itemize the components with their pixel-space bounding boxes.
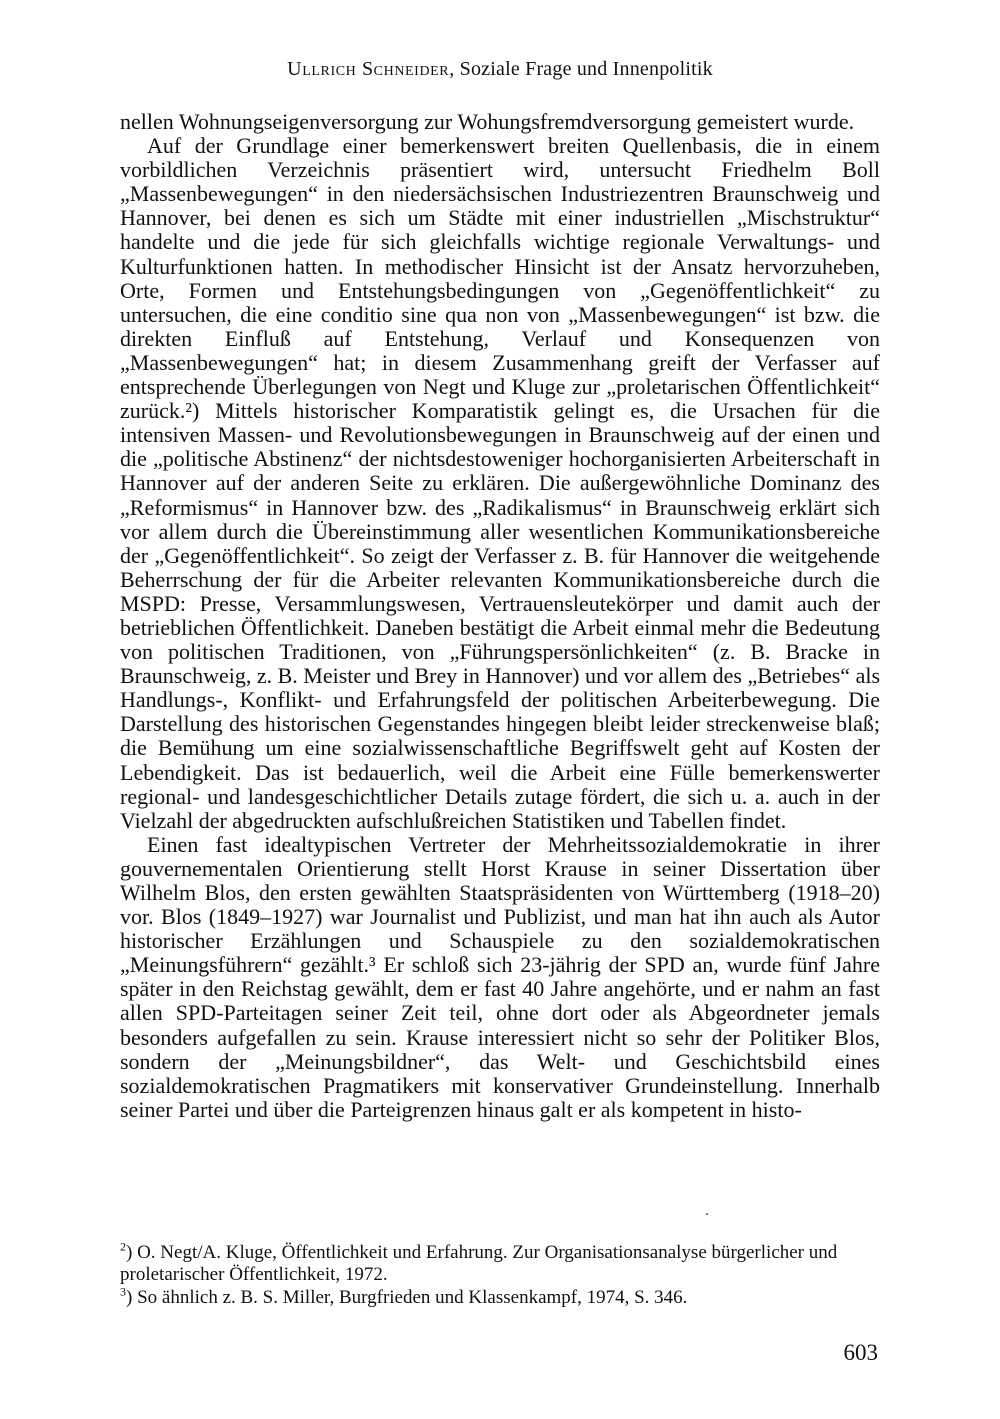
footnote-separator-dot <box>706 1213 708 1215</box>
paragraph-continued: nellen Wohnungseigenversorgung zur Wohungsfremdversorgung gemeistert wurde. <box>120 109 855 134</box>
footnote-3-text: ) So ähnlich z. B. S. Miller, Burgfrieden und Klassenkampf, 1974, S. 346. <box>126 1287 688 1308</box>
footnote-2 <box>120 1239 880 1285</box>
footnotes <box>120 1239 880 1311</box>
header-title: Soziale Frage und Innenpolitik <box>459 58 713 80</box>
paragraph-boll-review: Auf der Grundlage einer bemerkenswert breiten Quellenbasis, die in einem vorbildlichen Verzeichnis präsentiert wird, untersucht Friedhelm Boll „Massenbewegungen“ in den niedersächsischen Industriezentren Braunschweig und Hannover, bei denen es sich um Städte mit einer industriellen „Mischstruktur“ handelte und die jede für sich gleichfalls wichtige regionale Verwaltungs- und Kulturfunktionen hatten. In methodischer Hinsicht ist der Ansatz hervorzuheben, Orte, Formen und Entstehungsbedingungen von „Gegenöffentlichkeit“ zu untersuchen, die eine conditio sine qua non von „Massenbewegungen“ ist bzw. die direkten Einfluß auf Entstehung, Verlauf und Konsequenzen von „Massenbewegungen“ hat; in diesem Zusammenhang greift der Verfasser auf entsprechende Überlegungen von Negt und Kluge zur „proletarischen Öffentlichkeit“ zurück.²) Mittels historischer Komparatistik gelingt es, die Ursachen für die intensiven Massen- und Revolutionsbewegungen in Braunschweig auf der einen und die „politische Abstinenz“ der nichtsdestoweniger hochorganisierten Arbeiterschaft in Hannover auf der anderen Seite zu erklären. Die außergewöhnliche Dominanz des „Reformismus“ in Hannover bzw. des „Radikalismus“ in Braunschweig erklärt sich vor allem durch die Übereinstimmung aller wesentlichen Kommunikationsbereiche der „Gegenöffentlichkeit“. So zeigt der Verfasser z. B. für Hannover die weitgehende Beherrschung der für die Arbeiter relevanten Kommunikationsbereiche durch die MSPD: Presse, Versammlungswesen, Vertrauensleutekörper und damit auch der betrieblichen Öffentlichkeit. Daneben bestätigt die Arbeit einmal mehr die Bedeutung von politischen Traditionen, von „Führungspersönlichkeiten“ (z. B. Bracke in Braunschweig, z. B. Meister und Brey in Hannover) und vor allem des „Betriebes“ als Handlungs-, Konflikt- und Erfahrungsfeld der politischen Arbeiterbewegung. Die Darstellung des historischen Gegenstandes hingegen bleibt leider streckenweise blaß; die Bemühung um eine sozialwissenschaftliche Begriffswelt geht auf Kosten der Lebendigkeit. Das ist bedauerlich, weil die Arbeit eine Fülle bemerkenswerter regional- und landesgeschichtlicher Details zutage fördert, die sich u. a. auch in der Vielzahl der abgedruckten aufschlußreichen Statistiken und Tabellen findet. <box>120 133 881 833</box>
footnote-3-mark: 3 <box>120 1284 126 1299</box>
footnote-2-text: ) O. Negt/A. Kluge, Öffentlichkeit und Erfahrung. Zur Organisationsanalyse bürgerlicher und proletarischer Öffentlichkeit, 1972. <box>120 1242 838 1285</box>
page-number: 603 <box>843 1340 878 1365</box>
header-author: Ullrich Schneider <box>287 58 450 80</box>
header-separator: , <box>449 58 460 80</box>
main-text <box>120 110 880 1122</box>
running-header <box>0 57 1000 81</box>
footnote-3 <box>120 1284 880 1309</box>
paragraph-krause-review: Einen fast idealtypischen Vertreter der Mehrheitssozialdemokratie in ihrer gouvernementalen Orientierung stellt Horst Krause in seiner Dissertation über Wilhelm Blos, den ersten gewählten Staatspräsidenten von Württemberg (1918–20) vor. Blos (1849–1927) war Journalist und Publizist, und man hat ihn auch als Autor historischer Erzählungen und Schauspiele zu den sozialdemokratischen „Meinungsführern“ gezählt.³ Er schloß sich 23-jährig der SPD an, wurde fünf Jahre später in den Reichstag gewählt, dem er fast 40 Jahre angehörte, und er nahm an fast allen SPD-Parteitagen seiner Zeit teil, ohne dort oder als Abgeordneter jemals besonders aufgefallen zu sein. Krause interessiert nicht so sehr der Politiker Blos, sondern der „Meinungsbildner“, das Welt- und Geschichtsbild eines sozialdemokratischen Pragmatikers mit konservativer Grundeinstellung. Innerhalb seiner Partei und über die Parteigrenzen hinaus galt er als kompetent in histo- <box>120 831 880 1122</box>
footnote-2-mark: 2 <box>120 1239 126 1254</box>
